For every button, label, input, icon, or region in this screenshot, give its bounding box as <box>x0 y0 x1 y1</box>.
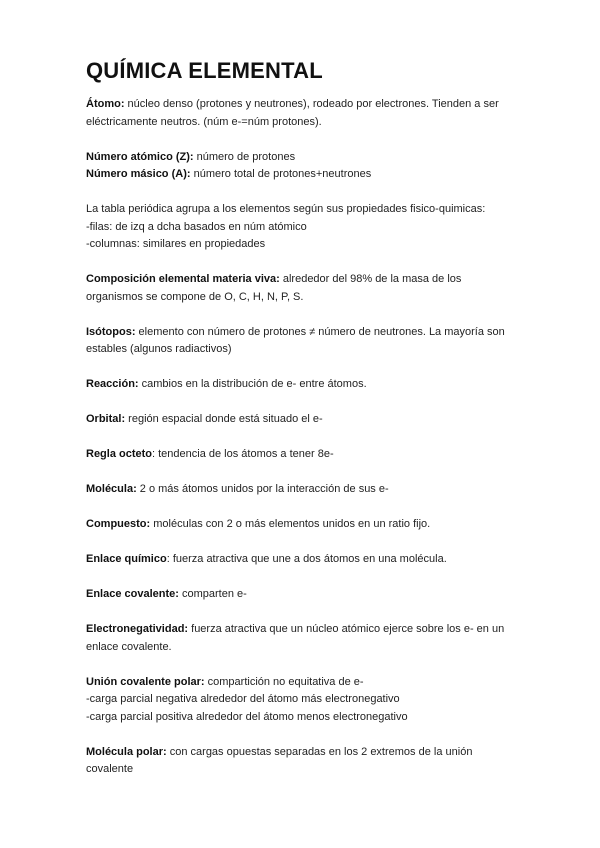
term-orbital: Orbital: <box>86 413 126 425</box>
def-atomo-text2: eléctricamente neutros. (núm e-=núm protones). <box>86 115 322 128</box>
def-union-polar-line3: -carga parcial positiva alrededor del átomo menos electronegativo <box>86 710 408 723</box>
def-enlace-quimico <box>86 551 530 569</box>
term-atomo: Átomo: <box>86 98 125 110</box>
def-numero-atomico-text: número de protones <box>193 150 296 163</box>
term-molecula-polar: Molécula polar: <box>86 745 167 758</box>
def-atomo <box>86 96 530 131</box>
def-orbital-text: región espacial donde está situado el e- <box>125 413 323 425</box>
term-enlace-quimico: Enlace químico <box>86 553 167 565</box>
def-numero-masico-text: número total de protones+neutrones <box>190 168 372 180</box>
def-numero-masico <box>86 166 530 184</box>
def-molecula-polar <box>86 744 530 779</box>
term-composicion: Composición elemental materia viva: <box>86 273 280 285</box>
def-composicion <box>86 271 530 306</box>
def-compuesto-text: moléculas con 2 o más elementos unidos en un ratio fijo. <box>150 518 431 530</box>
term-reaccion: Reacción: <box>86 378 139 390</box>
def-electronegatividad-text2: enlace covalente. <box>86 640 172 653</box>
def-isotopos-text: elemento con número de protones ≠ número de neutrones. La mayoría son <box>135 325 505 338</box>
def-composicion-text2: organismos se compone de O, C, H, N, P, S. <box>86 290 304 303</box>
term-enlace-covalente: Enlace covalente: <box>86 588 179 600</box>
def-molecula-text: 2 o más átomos unidos por la interacción de sus e- <box>136 483 389 495</box>
term-electronegatividad: Electronegatividad: <box>86 623 189 635</box>
tabla-periodica <box>86 201 530 254</box>
def-numero-atomico <box>86 149 530 167</box>
def-electronegatividad <box>86 621 530 656</box>
def-electronegatividad-text: fuerza atractiva que un núcleo atómico ejerce sobre los e- en un <box>188 623 505 635</box>
def-orbital <box>86 411 530 429</box>
def-atomo-text: núcleo denso (protones y neutrones), rodeado por electrones. Tienden a ser <box>124 98 499 110</box>
term-molecula: Molécula: <box>86 483 137 495</box>
tabla-line1: La tabla periódica agrupa a los elementos según sus propiedades fisico-quimicas: <box>86 203 486 215</box>
def-regla-octeto-text: : tendencia de los átomos a tener 8e- <box>152 448 334 460</box>
def-regla-octeto <box>86 446 530 464</box>
def-enlace-quimico-text: : fuerza atractiva que une a dos átomos en una molécula. <box>166 553 447 565</box>
def-molecula-polar-text2: covalente <box>86 763 134 775</box>
term-regla-octeto: Regla octeto <box>86 448 153 460</box>
term-isotopos: Isótopos: <box>86 325 136 338</box>
def-compuesto <box>86 516 530 534</box>
def-composicion-text: alrededor del 98% de la masa de los <box>279 273 462 285</box>
page-title: QUÍMICA ELEMENTAL <box>86 58 323 83</box>
tabla-line2: -filas: de izq a dcha basados en núm atómico <box>86 220 307 233</box>
def-isotopos <box>86 324 530 359</box>
def-isotopos-text2: estables (algunos radiactivos) <box>86 343 232 355</box>
tabla-line3: -columnas: similares en propiedades <box>86 238 266 250</box>
def-reaccion-text: cambios en la distribución de e- entre átomos. <box>138 378 367 390</box>
def-union-polar-line2: -carga parcial negativa alrededor del átomo más electronegativo <box>86 693 400 705</box>
def-molecula <box>86 481 530 499</box>
term-numero-atomico: Número atómico (Z): <box>86 150 194 163</box>
def-union-polar-text: compartición no equitativa de e- <box>204 675 364 688</box>
def-enlace-covalente-text: comparten e- <box>178 588 247 600</box>
def-union-polar <box>86 674 530 727</box>
term-compuesto: Compuesto: <box>86 518 151 530</box>
term-union-polar: Unión covalente polar: <box>86 675 205 688</box>
def-enlace-covalente <box>86 586 530 604</box>
def-reaccion <box>86 376 530 394</box>
def-molecula-polar-text: con cargas opuestas separadas en los 2 extremos de la unión <box>166 745 473 758</box>
term-numero-masico: Número másico (A): <box>86 168 191 180</box>
